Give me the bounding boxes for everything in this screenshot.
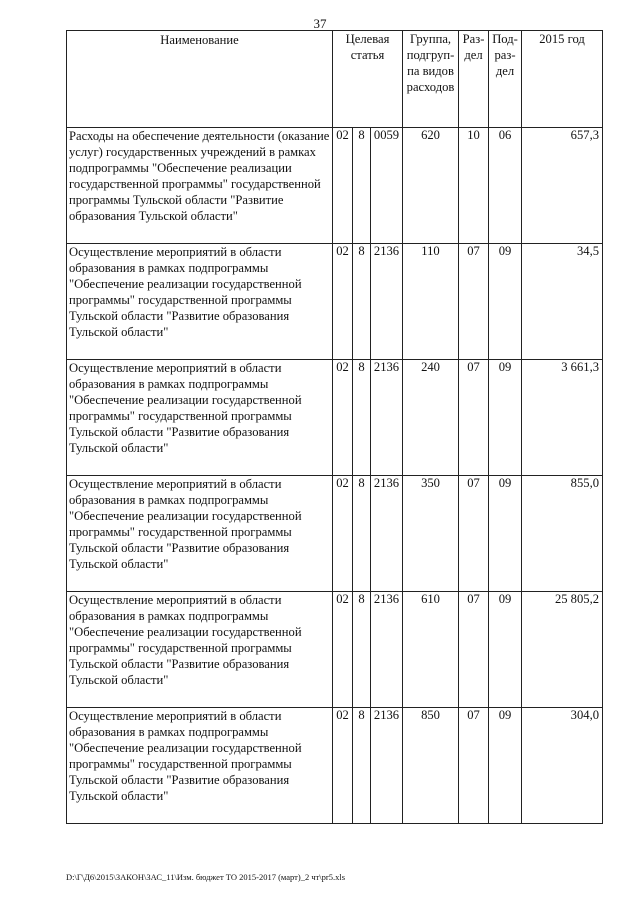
table-header-row [67, 31, 603, 128]
cell-cs3: 2136 [371, 708, 403, 824]
budget-table [66, 30, 603, 824]
cell-section: 07 [459, 360, 489, 476]
cell-name: Осуществление мероприятий в области образования в рамках подпрограммы "Обеспечение реализации государственной программы" государственной программы Тульской области "Развитие образования Тульской области" [67, 708, 333, 824]
file-path-footer: D:\Г\Д6\2015\ЗАКОН\ЗАС_11\Изм. бюджет ТО 2015-2017 (март)_2 чт\pr5.xls [66, 872, 346, 882]
cell-group: 610 [403, 592, 459, 708]
cell-section: 07 [459, 708, 489, 824]
cell-amount: 855,0 [522, 476, 603, 592]
cell-amount: 657,3 [522, 128, 603, 244]
cell-group: 240 [403, 360, 459, 476]
cell-name: Осуществление мероприятий в области образования в рамках подпрограммы "Обеспечение реализации государственной программы" государственной программы Тульской области "Развитие образования Тульской области" [67, 360, 333, 476]
table-row [67, 128, 603, 244]
table-row [67, 592, 603, 708]
cell-cs3: 2136 [371, 360, 403, 476]
cell-section: 07 [459, 476, 489, 592]
cell-cs3: 2136 [371, 476, 403, 592]
cell-cs2: 8 [353, 592, 371, 708]
cell-cs1: 02 [333, 476, 353, 592]
cell-cs1: 02 [333, 708, 353, 824]
header-year: 2015 год [522, 31, 603, 128]
cell-cs1: 02 [333, 128, 353, 244]
cell-subsection: 09 [489, 244, 522, 360]
table-row [67, 244, 603, 360]
cell-section: 10 [459, 128, 489, 244]
header-name: Наименование [67, 31, 333, 128]
table-row [67, 360, 603, 476]
cell-section: 07 [459, 244, 489, 360]
header-section: Раз-дел [459, 31, 489, 128]
table-row [67, 708, 603, 824]
cell-cs2: 8 [353, 708, 371, 824]
cell-group: 110 [403, 244, 459, 360]
cell-cs3: 0059 [371, 128, 403, 244]
cell-cs2: 8 [353, 360, 371, 476]
cell-subsection: 09 [489, 476, 522, 592]
cell-cs1: 02 [333, 360, 353, 476]
cell-subsection: 06 [489, 128, 522, 244]
cell-name: Осуществление мероприятий в области образования в рамках подпрограммы "Обеспечение реализации государственной программы" государственной программы Тульской области "Развитие образования Тульской области" [67, 592, 333, 708]
cell-name: Осуществление мероприятий в области образования в рамках подпрограммы "Обеспечение реализации государственной программы" государственной программы Тульской области "Развитие образования Тульской области" [67, 476, 333, 592]
cell-cs1: 02 [333, 592, 353, 708]
header-target: Целевая статья [333, 31, 403, 128]
cell-cs3: 2136 [371, 592, 403, 708]
cell-section: 07 [459, 592, 489, 708]
cell-cs3: 2136 [371, 244, 403, 360]
cell-amount: 25 805,2 [522, 592, 603, 708]
cell-cs2: 8 [353, 128, 371, 244]
cell-name: Осуществление мероприятий в области образования в рамках подпрограммы "Обеспечение реализации государственной программы" государственной программы Тульской области "Развитие образования Тульской области" [67, 244, 333, 360]
cell-amount: 34,5 [522, 244, 603, 360]
cell-cs2: 8 [353, 244, 371, 360]
cell-group: 850 [403, 708, 459, 824]
cell-group: 350 [403, 476, 459, 592]
cell-subsection: 09 [489, 708, 522, 824]
cell-subsection: 09 [489, 360, 522, 476]
cell-name: Расходы на обеспечение деятельности (оказание услуг) государственных учреждений в рамках подпрограммы "Обеспечение реализации государственной программы" государственной программы Тульской области "Развитие образования Тульской области" [67, 128, 333, 244]
cell-subsection: 09 [489, 592, 522, 708]
cell-cs1: 02 [333, 244, 353, 360]
header-group: Группа, подгруп-па видов расходов [403, 31, 459, 128]
header-subsection: Под-раз-дел [489, 31, 522, 128]
cell-amount: 304,0 [522, 708, 603, 824]
cell-group: 620 [403, 128, 459, 244]
cell-amount: 3 661,3 [522, 360, 603, 476]
table-row [67, 476, 603, 592]
page-number: 37 [313, 16, 327, 31]
cell-cs2: 8 [353, 476, 371, 592]
